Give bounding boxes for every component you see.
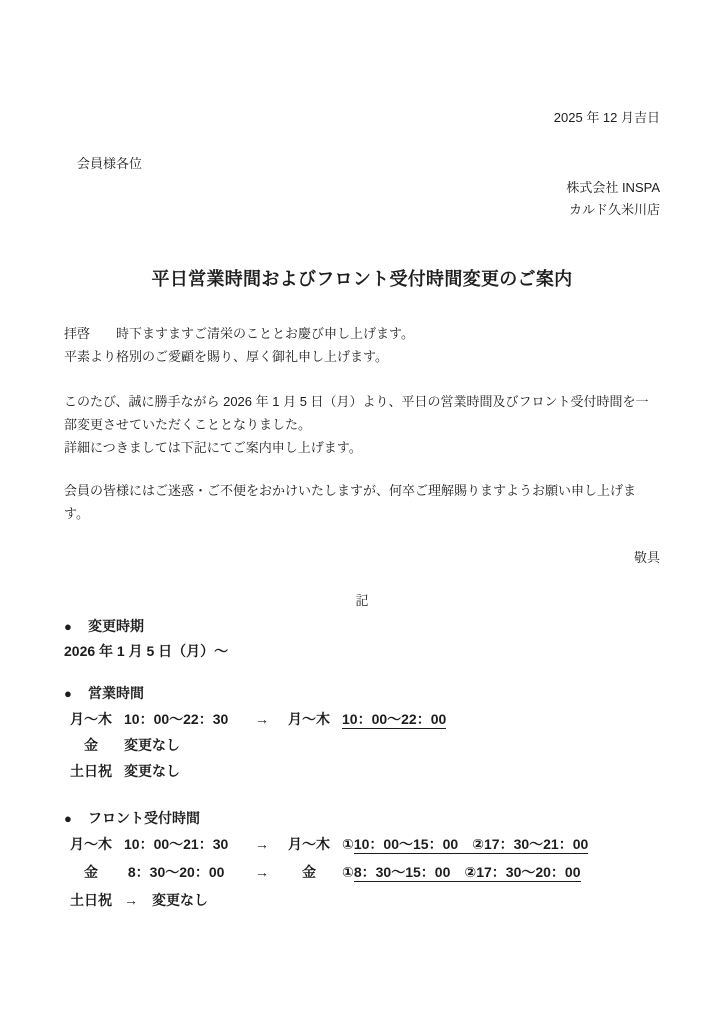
front-desk-hours-table [64,831,660,913]
arrow-right-icon: → [255,836,269,852]
sender-company: 株式会社 INSPA [566,180,660,195]
document-date: 2025 年 12 月吉日 [553,110,660,125]
schedule-day-label: 月～木 [288,711,330,727]
schedule-day-label: 月～木 [70,836,112,852]
schedule-row [64,758,660,784]
new-time-prefix: ① [342,836,354,852]
recipient-line: 会員様各位 [77,156,143,171]
business-hours-table [64,706,660,784]
body-paragraph-details: 詳細につきましては下記にてご案内申し上げます。 [64,440,362,455]
body-paragraph-change-notice: このたび、誠に勝手ながら 2026 年 1 月 5 日（月）より、平日の営業時間及びフロント受付時間を一部変更させていただくこととなりました。 [64,394,649,432]
salutation: 拝啓 [64,326,91,341]
section-heading-front-desk-hours [64,806,660,831]
schedule-day-label: 土日祝 [70,763,112,779]
arrow-right-icon: → [255,711,269,727]
greeting-line2: 平素より格別のご愛顧を賜り、厚く御礼申し上げます。 [64,349,388,364]
schedule-time-after [342,706,446,732]
new-time-underlined: 8：30～15：00 ②17：30～20：00 [353,864,581,880]
new-time-underlined: 10：00～22：00 [342,711,447,727]
section-label: 営業時間 [88,685,144,701]
arrow-right-icon: → [255,864,269,880]
schedule-row [64,732,660,758]
schedule-day-label: 金 [84,864,98,880]
schedule-time-before: 変更なし [124,763,180,779]
schedule-day-label: 月～木 [70,711,112,727]
section-heading-change-period [64,614,660,639]
schedule-time-before: 10：00～22：30 [124,711,229,727]
sender-store: カルド久米川店 [568,202,660,217]
closing-word: 敬具 [633,550,660,565]
greeting-paragraph [64,322,660,345]
section-heading-business-hours [64,681,660,706]
schedule-day-label: 月～木 [288,836,330,852]
document-title: 平日営業時間およびフロント受付時間変更のご案内 [151,269,573,289]
record-marker: 記 [355,593,369,608]
greeting-line1: 時下ますますご清栄のこととお慶び申し上げます。 [116,326,414,341]
schedule-row [64,706,660,732]
schedule-row [64,831,660,857]
schedule-time-before: 8：30～20：00 [124,864,225,880]
schedule-row [64,887,660,913]
schedule-time-after [342,831,588,857]
bullet-icon: ● [64,686,72,701]
body-paragraph-apology: 会員の皆様にはご迷惑・ご不便をおかけいたしますが、何卒ご理解賜りますようお願い申し上げます。 [64,483,637,521]
change-period-value: 2026 年 1 月 5 日（月）～ [64,643,229,659]
schedule-row [64,859,660,885]
new-time-underlined: 10：00～15：00 ②17：30～21：00 [353,836,589,852]
schedule-day-label: 土日祝 [70,892,112,908]
schedule-time-after [342,859,581,885]
schedule-day-label: 金 [84,737,98,753]
bullet-icon: ● [64,619,72,634]
schedule-time-before: 10：00～21：30 [124,836,229,852]
bullet-icon: ● [64,811,72,826]
schedule-time-before: 変更なし [124,737,180,753]
schedule-day-label: 金 [302,864,316,880]
section-label: フロント受付時間 [88,810,200,826]
new-time-prefix: ① [342,864,354,880]
schedule-time-before: → 変更なし [124,892,208,908]
section-label: 変更時期 [88,618,144,634]
